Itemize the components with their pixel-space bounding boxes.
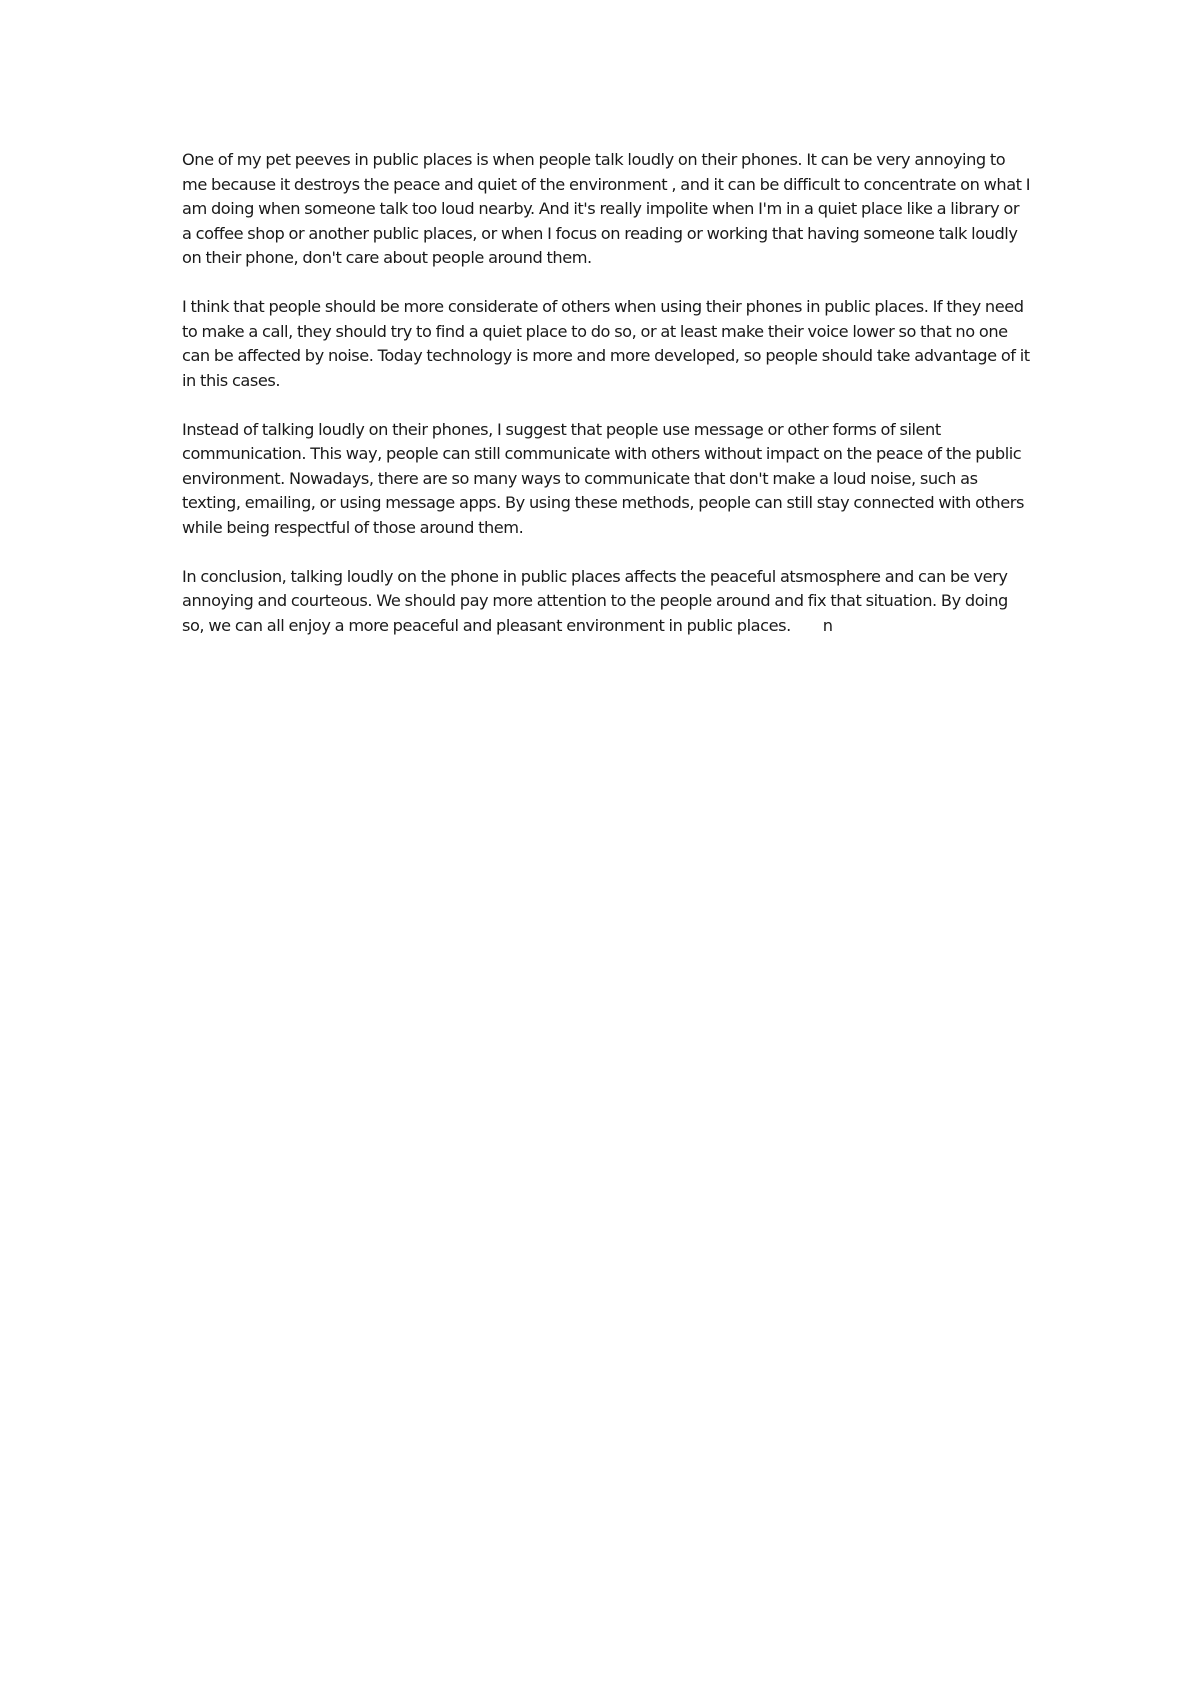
- paragraph-1: One of my pet peeves in public places is when people talk loudly on their phones. It can be very annoying to me because it destroys the peace and quiet of the environment , and it can be difficult to concentrate on what I am doing when someone talk too loud nearby. And it's really impolite when I'm in a quiet place like a library or a coffee shop or another public places, or when I focus on reading or working that having someone talk loudly on their phone, don't care about people around them.: [182, 150, 1031, 267]
- paragraph-4-text: In conclusion, talking loudly on the phone in public places affects the peaceful atsmosphere and can be very annoying and courteous. We should pay more attention to the people around and fix that situation. By doing so, we can all enjoy a more peaceful and pleasant environment in public places.: [182, 566, 1008, 635]
- trailing-character: n: [822, 615, 833, 635]
- paragraph-4: [182, 565, 1032, 639]
- document-body: [182, 148, 1032, 663]
- paragraph-2: I think that people should be more considerate of others when using their phones in public places. If they need to make a call, they should try to find a quiet place to do so, or at least make their voice lower so that no one can be affected by noise. Today technology is more and more developed, so people should take advantage of it in this cases.: [182, 297, 1030, 390]
- paragraph-3: Instead of talking loudly on their phones, I suggest that people use message or other forms of silent communication. This way, people can still communicate with others without impact on the peace of the public environment. Nowadays, there are so many ways to communicate that don't make a loud noise, such as texting, emailing, or using message apps. By using these methods, people can still stay connected with others while being respectful of those around them.: [182, 419, 1024, 537]
